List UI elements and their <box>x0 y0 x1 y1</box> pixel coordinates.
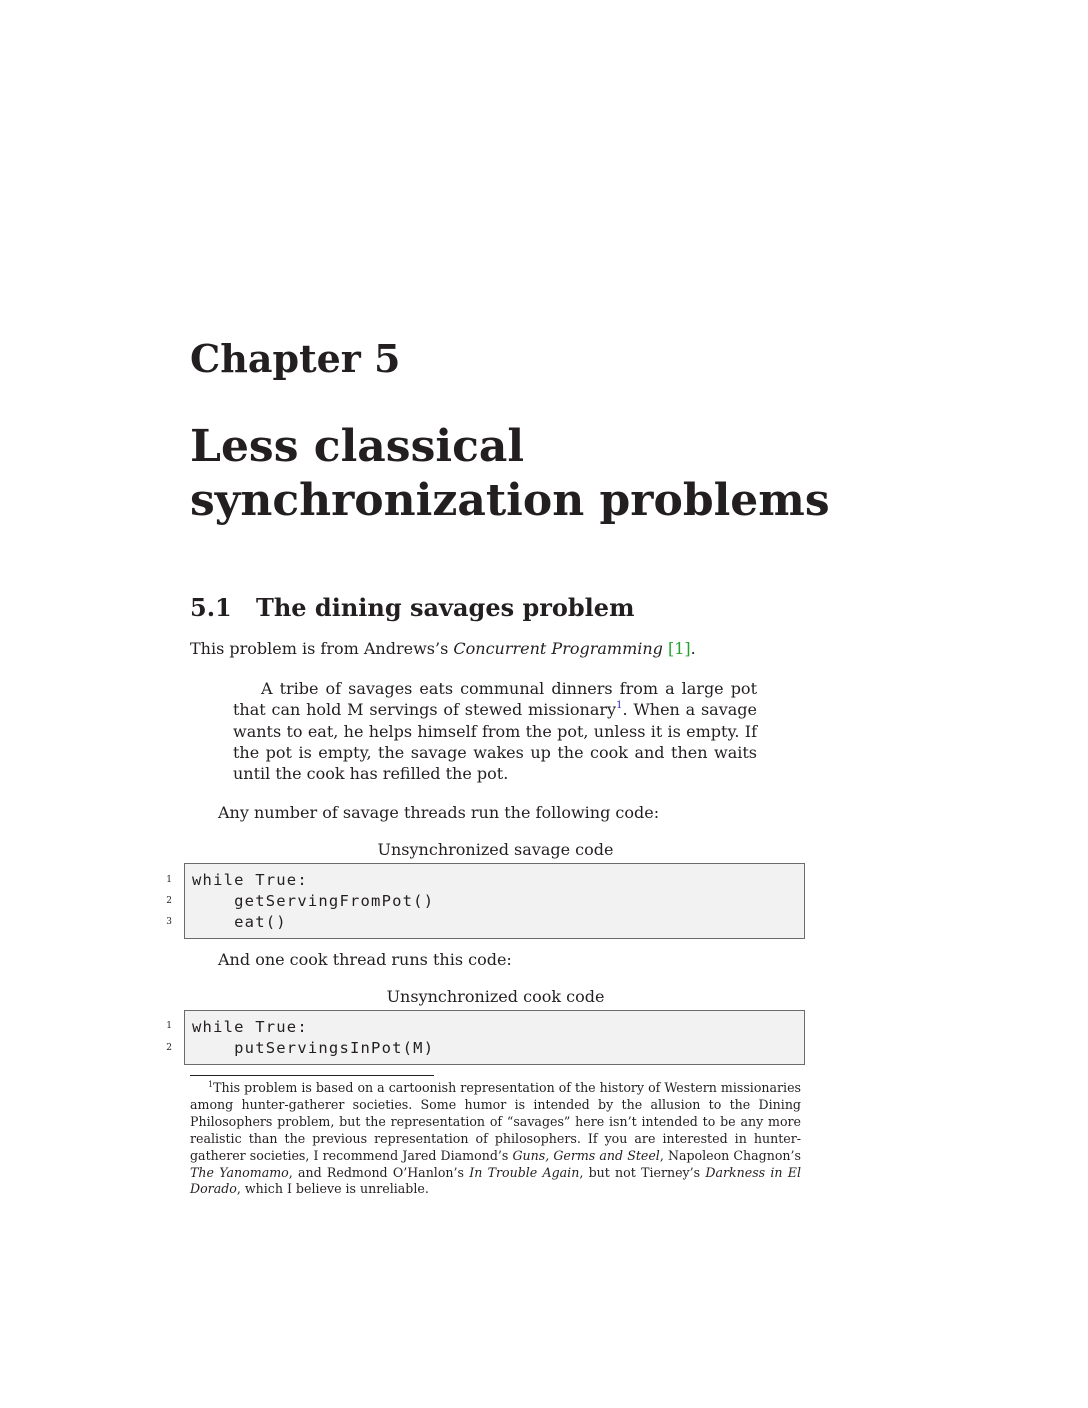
chapter-label: Chapter 5 <box>190 336 401 381</box>
line-number: 1 <box>166 875 172 885</box>
footnote-text: , and Redmond O’Hanlon’s <box>288 1164 470 1180</box>
footnote-text: , Napoleon Chagnon’s <box>659 1147 802 1163</box>
listing-caption-cook: Unsynchronized cook code <box>386 987 605 1006</box>
cook-thread-paragraph: And one cook thread runs this code: <box>218 950 512 969</box>
block-quote <box>233 678 757 784</box>
code-listing-savage <box>184 863 805 939</box>
footnote-book-title: The Yanomamo <box>190 1164 289 1180</box>
code-line: putServingsInPot(M) <box>192 1039 435 1057</box>
footnote-book-title: In Trouble Again <box>469 1164 580 1180</box>
section-title: The dining savages problem <box>256 593 635 622</box>
chapter-title-line-2: synchronization problems <box>190 475 830 526</box>
code-listing-cook <box>184 1010 805 1065</box>
intro-suffix: . <box>690 639 696 658</box>
line-number: 2 <box>166 1043 172 1053</box>
line-number: 1 <box>166 1021 172 1031</box>
section-heading <box>190 593 634 623</box>
footnote <box>190 1080 801 1198</box>
footnote-text: This problem is based on a cartoonish representation of the history of Western missionaries among hunter-gatherer societies. Some humor is intended by the allusion to the Dining Philosophers problem, but the representation of “savages” here isn’t intended to be any more realistic than the previous representation of philosophers. If you are interested in hunter-gatherer societies, I recommend Jared Diamond’s <box>190 1080 801 1163</box>
footnote-text: , which I believe is unreliable. <box>236 1181 429 1197</box>
line-number: 3 <box>166 917 172 927</box>
savage-threads-paragraph: Any number of savage threads run the following code: <box>218 803 660 822</box>
code-line: eat() <box>192 913 287 931</box>
footnote-mark-link[interactable]: 1 <box>616 700 623 712</box>
intro-text: This problem is from Andrews’s <box>190 639 454 658</box>
citation-link[interactable]: [1] <box>668 639 691 658</box>
code-line: getServingFromPot() <box>192 892 435 910</box>
footnote-text: , but not Tierney’s <box>579 1164 706 1180</box>
chapter-title-line-1: Less classical <box>190 421 525 472</box>
line-number: 2 <box>166 896 172 906</box>
footnote-book-title: Guns, Germs and Steel <box>512 1147 660 1163</box>
footnote-divider <box>190 1075 434 1076</box>
footnote-book-title: Darkness in El Dorado <box>190 1164 801 1197</box>
intro-paragraph <box>190 638 696 660</box>
book-title: Concurrent Programming <box>453 639 663 658</box>
code-line: while True: <box>192 1018 308 1036</box>
quote-text-after: . When a savage wants to eat, he helps himself from the pot, unless it is empty. If the pot is empty, the savage wakes up the cook and then waits until the cook has refilled the pot. <box>233 700 758 784</box>
section-number: 5.1 <box>190 593 232 622</box>
quote-text-before: A tribe of savages eats communal dinners from a large pot that can hold M servings of stewed missionary <box>233 679 757 720</box>
listing-caption-savage: Unsynchronized savage code <box>377 840 614 859</box>
code-line: while True: <box>192 871 308 889</box>
chapter-title <box>190 420 830 528</box>
footnote-number: 1 <box>208 1080 214 1089</box>
